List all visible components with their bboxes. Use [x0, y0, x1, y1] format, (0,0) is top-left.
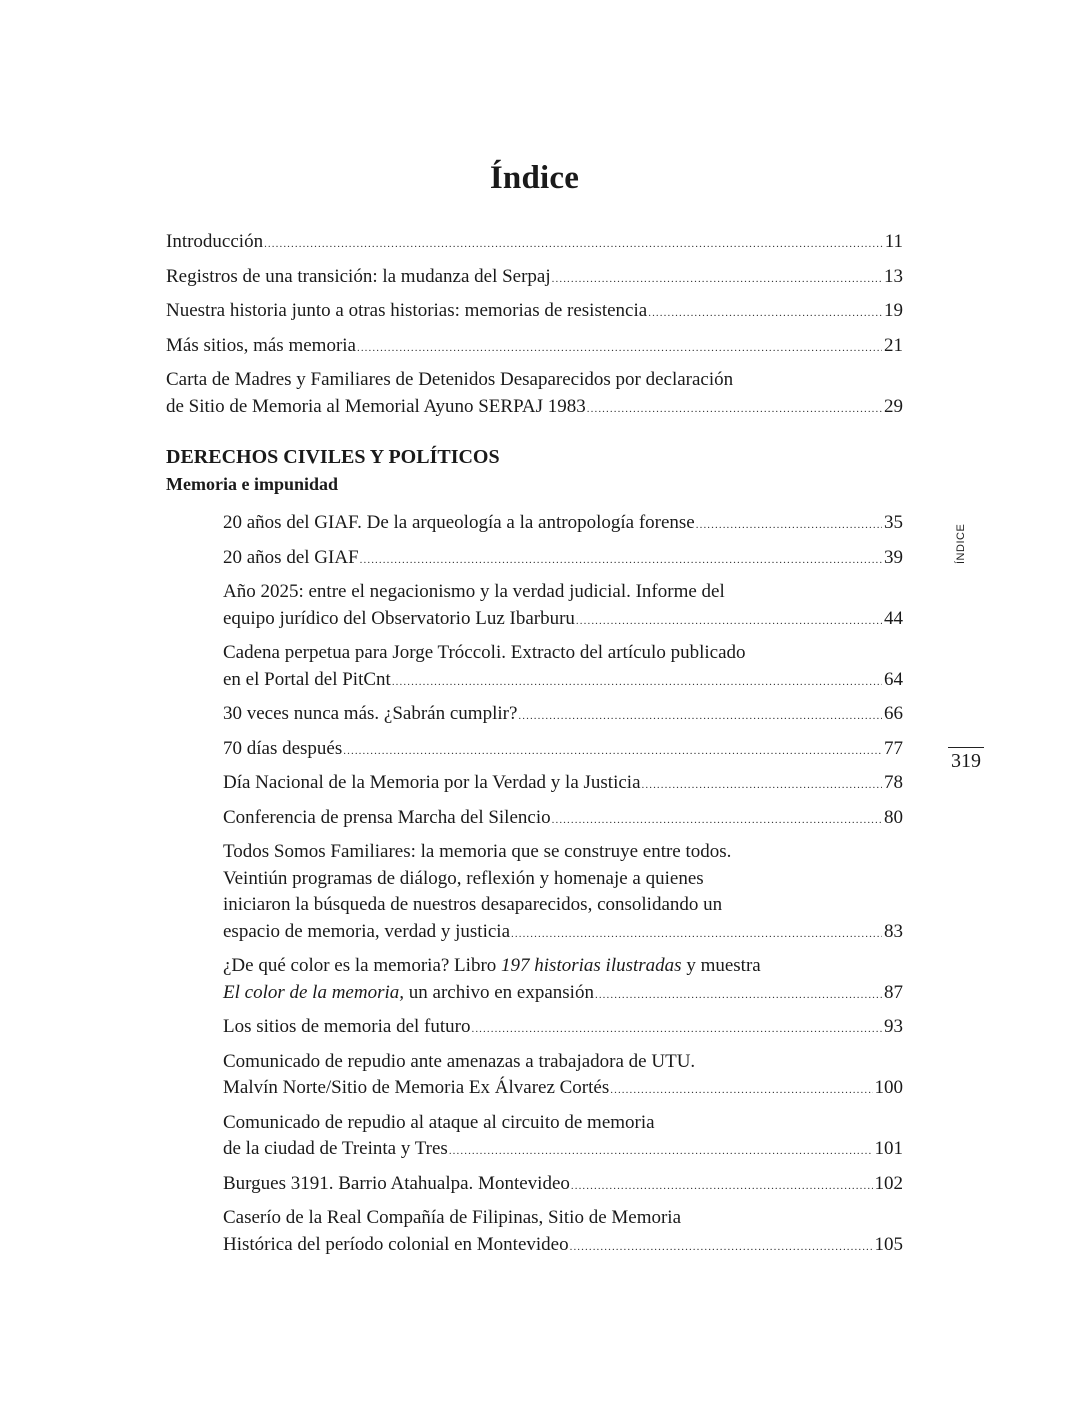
dot-leader: [264, 231, 883, 258]
toc-page-number[interactable]: 44: [884, 607, 903, 629]
dot-leader: [357, 335, 882, 362]
toc-entry[interactable]: [166, 333, 903, 362]
dot-leader: [511, 921, 882, 948]
toc-page-number[interactable]: 83: [884, 920, 903, 942]
toc-entry-text: en el Portal del PitCnt: [223, 668, 391, 690]
toc-entry-text: [223, 980, 594, 1007]
toc-entry-text: 30 veces nunca más. ¿Sabrán cumplir?: [223, 703, 518, 724]
toc-section-entries: [223, 510, 903, 1266]
toc-entry-line: Comunicado de repudio al ataque al circuito de memoria: [223, 1111, 655, 1133]
toc-page-number[interactable]: 21: [884, 334, 903, 356]
folio-rule: [948, 747, 984, 748]
toc-entry-final-line: [223, 1171, 903, 1200]
toc-entry-text: Más sitios, más memoria: [166, 334, 356, 356]
toc-entry[interactable]: [223, 1171, 903, 1200]
toc-entry-final-line: [223, 805, 903, 834]
toc-entry-final-line: [223, 701, 903, 730]
toc-entry-final-line: [223, 736, 903, 765]
toc-entry-line: iniciaron la búsqueda de nuestros desaparecidos, consolidando un: [223, 894, 723, 915]
toc-page-number[interactable]: 102: [874, 1172, 903, 1194]
toc-page-number[interactable]: 87: [884, 981, 903, 1003]
toc-page-number[interactable]: 19: [884, 300, 903, 321]
toc-page-number[interactable]: 64: [884, 668, 903, 690]
toc-entry-text: Histórica del período colonial en Montevideo: [223, 1233, 569, 1255]
toc-entry[interactable]: [166, 264, 903, 293]
entry-text: y muestra: [681, 955, 761, 976]
toc-entry[interactable]: [223, 1049, 903, 1104]
dot-leader: [648, 300, 882, 327]
toc-entry-text: 20 años del GIAF. De la arqueología a la antropología forense: [223, 512, 695, 533]
entry-text: un archivo en expansión: [404, 981, 594, 1003]
toc-entry[interactable]: [223, 1014, 903, 1043]
toc-entry-line: Comunicado de repudio ante amenazas a trabajadora de UTU.: [223, 1050, 696, 1072]
toc-front-matter: [166, 229, 903, 428]
toc-entry-text: espacio de memoria, verdad y justicia: [223, 920, 511, 942]
dot-leader: [696, 512, 882, 539]
toc-entry-line: Caserío de la Real Compañía de Filipinas, Sitio de Memoria: [223, 1207, 682, 1228]
toc-page-number[interactable]: 78: [884, 772, 903, 793]
subsection-heading: Memoria e impunidad: [166, 474, 339, 494]
toc-entry[interactable]: [223, 640, 903, 695]
toc-page-number[interactable]: 100: [874, 1077, 903, 1098]
toc-page-number[interactable]: 29: [884, 395, 903, 417]
page-number: 319: [951, 750, 981, 772]
toc-entry-final-line: [223, 1075, 903, 1104]
toc-entry-text: 20 años del GIAF: [223, 546, 359, 568]
toc-entry-final-line: [223, 545, 903, 574]
dot-leader: [552, 266, 882, 293]
toc-entry-final-line: [166, 394, 903, 423]
toc-entry-line: Año 2025: entre el negacionismo y la verdad judicial. Informe del: [223, 581, 725, 602]
toc-entry[interactable]: [223, 770, 903, 799]
toc-page-number[interactable]: 93: [884, 1016, 903, 1037]
dot-leader: [518, 703, 882, 730]
toc-entry[interactable]: [223, 839, 903, 947]
dot-leader: [392, 669, 882, 696]
toc-page-number[interactable]: 80: [884, 806, 903, 828]
toc-entry-final-line: [223, 1136, 903, 1165]
entry-italic-title: El color de la memoria,: [223, 981, 405, 1003]
dot-leader: [552, 807, 882, 834]
dot-leader: [610, 1077, 872, 1104]
dot-leader: [576, 608, 882, 635]
toc-entry-text: de la ciudad de Treinta y Tres: [223, 1138, 448, 1159]
toc-page-number[interactable]: 35: [884, 512, 903, 533]
toc-entry-final-line: [223, 919, 903, 948]
toc-entry-text: Introducción: [166, 231, 264, 252]
toc-entry-final-line: [166, 264, 903, 293]
entry-text: ¿De qué color es la memoria? Libro: [223, 955, 502, 976]
toc-entry[interactable]: [223, 579, 903, 634]
dot-leader: [471, 1016, 882, 1043]
toc-entry-text: Burgues 3191. Barrio Atahualpa. Montevideo: [223, 1172, 570, 1194]
toc-entry-text: equipo jurídico del Observatorio Luz Ibarburu: [223, 607, 575, 629]
toc-page-number[interactable]: 77: [884, 737, 903, 759]
toc-entry-final-line: [223, 606, 903, 635]
toc-entry-text: 70 días después: [223, 737, 343, 759]
toc-entry-line: Veintiún programas de diálogo, reflexión y homenaje a quienes: [223, 867, 704, 889]
toc-entry-final-line: [223, 667, 903, 696]
toc-entry[interactable]: [223, 1205, 903, 1260]
toc-entry-line: Cadena perpetua para Jorge Tróccoli. Extracto del artículo publicado: [223, 642, 746, 663]
toc-entry-text: de Sitio de Memoria al Memorial Ayuno SERPAJ 1983: [166, 395, 586, 417]
toc-page-number[interactable]: 11: [884, 231, 903, 252]
toc-page-number[interactable]: 66: [884, 703, 903, 724]
toc-page-number[interactable]: 105: [874, 1233, 903, 1255]
toc-entry[interactable]: [166, 298, 903, 327]
toc-entry-line: Todos Somos Familiares: la memoria que se construye entre todos.: [223, 841, 732, 862]
toc-entry-text: Registros de una transición: la mudanza del Serpaj: [166, 265, 551, 287]
toc-page-number[interactable]: 13: [884, 265, 903, 287]
toc-entry-text: Conferencia de prensa Marcha del Silencio: [223, 806, 551, 828]
toc-page-number[interactable]: 39: [884, 546, 903, 568]
toc-entry-line: Carta de Madres y Familiares de Detenidos Desaparecidos por declaración: [166, 369, 734, 390]
page-title: Índice: [489, 160, 580, 196]
toc-entry-final-line: [166, 333, 903, 362]
toc-entry[interactable]: [223, 1110, 903, 1165]
toc-entry-final-line: [223, 1014, 903, 1043]
dot-leader: [571, 1173, 873, 1200]
toc-entry[interactable]: [166, 367, 903, 422]
toc-entry-text: Malvín Norte/Sitio de Memoria Ex Álvarez Cortés: [223, 1077, 610, 1098]
dot-leader: [449, 1138, 873, 1165]
toc-entry-text: Nuestra historia junto a otras historias: memorias de resistencia: [166, 300, 648, 321]
dot-leader: [570, 1234, 873, 1261]
toc-entry-final-line: [223, 770, 903, 799]
dot-leader: [595, 982, 882, 1009]
toc-entry[interactable]: [223, 805, 903, 834]
dot-leader: [642, 772, 882, 799]
toc-entry-final-line: [223, 980, 903, 1009]
toc-entry-final-line: [223, 1232, 903, 1261]
running-side-label: ÍNDICE: [955, 523, 967, 564]
toc-entry-final-line: [166, 229, 903, 258]
toc-entry[interactable]: [223, 545, 903, 574]
entry-italic-title: 197 historias ilustradas: [501, 955, 682, 976]
toc-entry[interactable]: [166, 229, 903, 258]
dot-leader: [587, 396, 882, 423]
toc-entry-final-line: [223, 510, 903, 539]
toc-entry[interactable]: [223, 736, 903, 765]
toc-page-number[interactable]: 101: [874, 1138, 903, 1159]
dot-leader: [343, 738, 882, 765]
section-heading: DERECHOS CIVILES Y POLÍTICOS: [166, 446, 500, 468]
toc-entry[interactable]: [223, 510, 903, 539]
toc-entry-line: [223, 953, 903, 980]
toc-entry[interactable]: [223, 701, 903, 730]
dot-leader: [360, 547, 882, 574]
toc-entry-final-line: [166, 298, 903, 327]
toc-entry-text: Día Nacional de la Memoria por la Verdad y la Justicia: [223, 772, 641, 793]
toc-entry[interactable]: [223, 953, 903, 1008]
toc-entry-text: Los sitios de memoria del futuro: [223, 1016, 471, 1037]
